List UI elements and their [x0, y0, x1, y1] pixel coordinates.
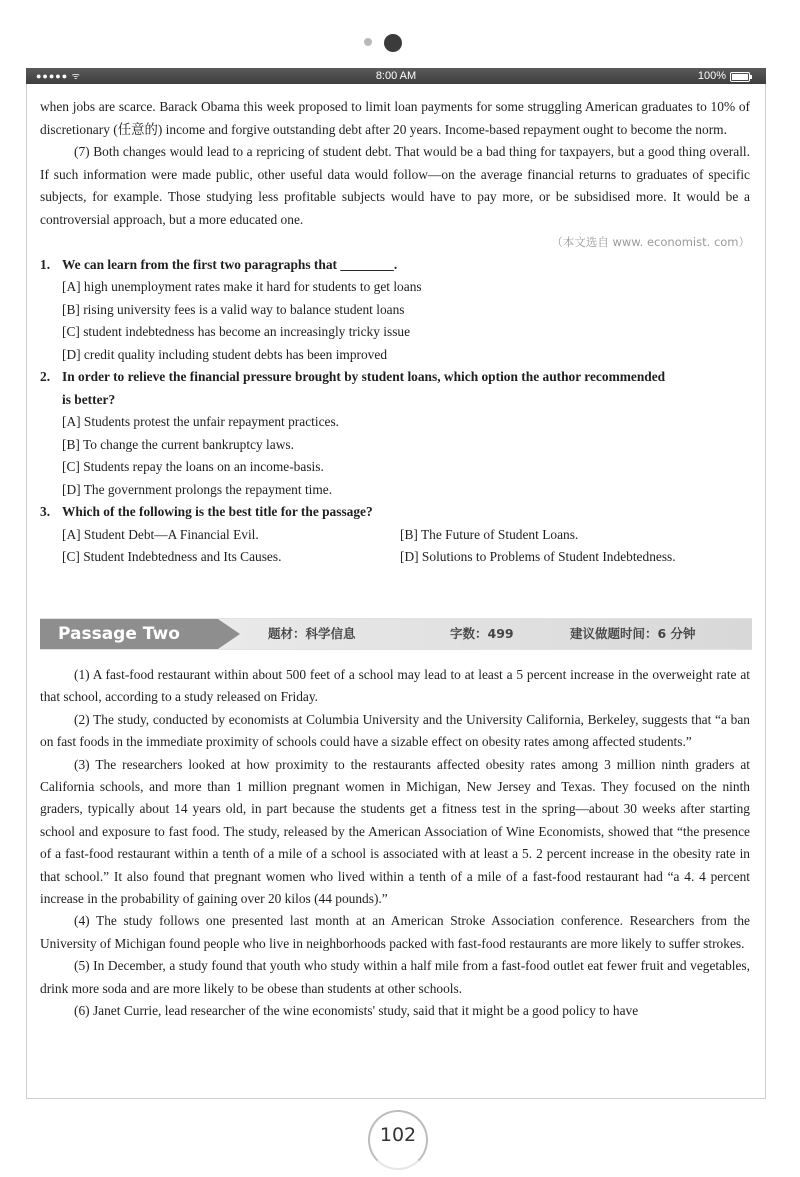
paragraph-3: (3) The researchers looked at how proximity to the restaurants affected obesity rates among 3 million ninth graders at California schools, and more than 1 million pregnant women in Michigan, New Jersey and Texas. They focused on the ninth graders, typically about 14 years old, in part because the students get a fitness test in the spring—about 30 weeks after starting school and exposure to fast food. The study, released by the American Association of Wine Economists, showed that “the presence of a fast-food restaurant within a tenth of a mile of a school is associated with at least a 5. 2 percent increase in the obesity rate in that school.” It also found that pregnant women who lived within a tenth of a mile of a fast-food restaurant had “a 4. 4 percent increase in the probability of gaining over 20 kilos (44 pounds).” — [40, 756, 750, 907]
paragraph-5: (5) In December, a study found that youth who study within a half mile from a fast-food outlet eat fewer fruit and vegetables, drink more soda and are more likely to be obese than students at other schools. — [40, 958, 750, 996]
question-text: We can learn from the first two paragraphs that ________. — [62, 256, 398, 272]
question-2 — [40, 366, 750, 389]
signal-wifi-icon: ●●●●● ᯤ — [36, 71, 81, 81]
arrow-icon — [218, 619, 240, 649]
question-3 — [40, 501, 750, 524]
battery-icon — [730, 72, 750, 82]
passage-word-count: 字数：499 — [450, 626, 514, 641]
option-3c[interactable]: [C] Student Indebtedness and Its Causes. — [62, 549, 282, 564]
option-1a[interactable]: [A] high unemployment rates make it hard for students to get loans — [62, 279, 422, 294]
question-text: Which of the following is the best title for the passage? — [62, 504, 373, 519]
sensor-dot — [364, 38, 372, 46]
source-citation: （本文选自 www. economist. com） — [551, 235, 750, 249]
paragraph-7: (7) Both changes would lead to a repricing of student debt. That would be a bad thing for taxpayers, but a good thing overall. If such information were made public, other useful data would follow—on the average financial returns to graduates of specific subjects, for example. Those studying less profitable subjects would have to pay more, or be subsidised more. It would be a controversial approach, but a more educated one. — [40, 144, 750, 227]
question-1 — [40, 254, 750, 277]
paragraph-6: (6) Janet Currie, lead researcher of the wine economists' study, said that it might be a good policy to have — [74, 1003, 639, 1019]
question-number: 1. — [40, 256, 51, 272]
paragraph-continuation: when jobs are scarce. Barack Obama this week proposed to limit loan payments for some struggling American graduates to 10% of discretionary (任意的) income and forgive outstanding debt after 20 years. Income-based repayment ought to become the norm. — [40, 99, 750, 137]
page-number: 102 — [379, 1124, 417, 1146]
question-number: 3. — [40, 504, 51, 519]
question-2-continued: is better? — [62, 391, 116, 407]
option-2d[interactable]: [D] The government prolongs the repayment time. — [62, 481, 333, 497]
paragraph-1: (1) A fast-food restaurant within about 500 feet of a school may lead to at least a 5 percent increase in the overweight rate at that school, according to a study released on Friday. — [40, 667, 750, 705]
option-1d[interactable]: [D] credit quality including student debts has been improved — [62, 346, 388, 362]
option-2b[interactable]: [B] To change the current bankruptcy laws. — [62, 436, 294, 452]
question-number: 2. — [40, 369, 51, 384]
option-1b[interactable]: [B] rising university fees is a valid way to balance student loans — [62, 301, 405, 317]
passage-two-header — [40, 618, 752, 650]
option-3b[interactable]: [B] The Future of Student Loans. — [400, 526, 579, 542]
option-3d[interactable]: [D] Solutions to Problems of Student Indebtedness. — [400, 549, 676, 564]
camera-lens — [384, 34, 402, 52]
battery-level: 100% — [697, 70, 726, 82]
passage-two-content — [40, 664, 750, 1023]
question-text: In order to relieve the financial pressure brought by student loans, which option the author recommended — [62, 369, 666, 384]
option-1c[interactable]: [C] student indebtedness has become an increasingly tricky issue — [62, 324, 411, 339]
paragraph-2: (2) The study, conducted by economists at Columbia University and the University California, Berkeley, suggests that “a ban on fast foods in the immediate proximity of schools could have a sizable effect on obesity rates among affected students.” — [40, 711, 750, 750]
status-time: 8:00 AM — [375, 70, 417, 82]
page-number-badge — [368, 1110, 428, 1160]
question-3-options-row-1 — [40, 524, 750, 547]
option-2a[interactable]: [A] Students protest the unfair repayment practices. — [62, 414, 340, 429]
passage-one-content — [40, 96, 750, 569]
passage-title: Passage Two — [40, 619, 218, 649]
device-camera — [0, 34, 800, 54]
option-2c[interactable]: [C] Students repay the loans on an income-basis. — [62, 459, 324, 474]
question-3-options-row-2 — [40, 546, 750, 569]
paragraph-4: (4) The study follows one presented last month at an American Stroke Association conference. Researchers from the University of Michigan found people who live in neighborhoods packed with fast-food restaurants are more likely to suffer strokes. — [40, 913, 750, 951]
status-bar — [26, 68, 766, 84]
passage-suggested-time: 建议做题时间：6 分钟 — [570, 626, 696, 641]
passage-topic: 题材：科学信息 — [268, 626, 356, 641]
option-3a[interactable]: [A] Student Debt—A Financial Evil. — [62, 526, 259, 542]
